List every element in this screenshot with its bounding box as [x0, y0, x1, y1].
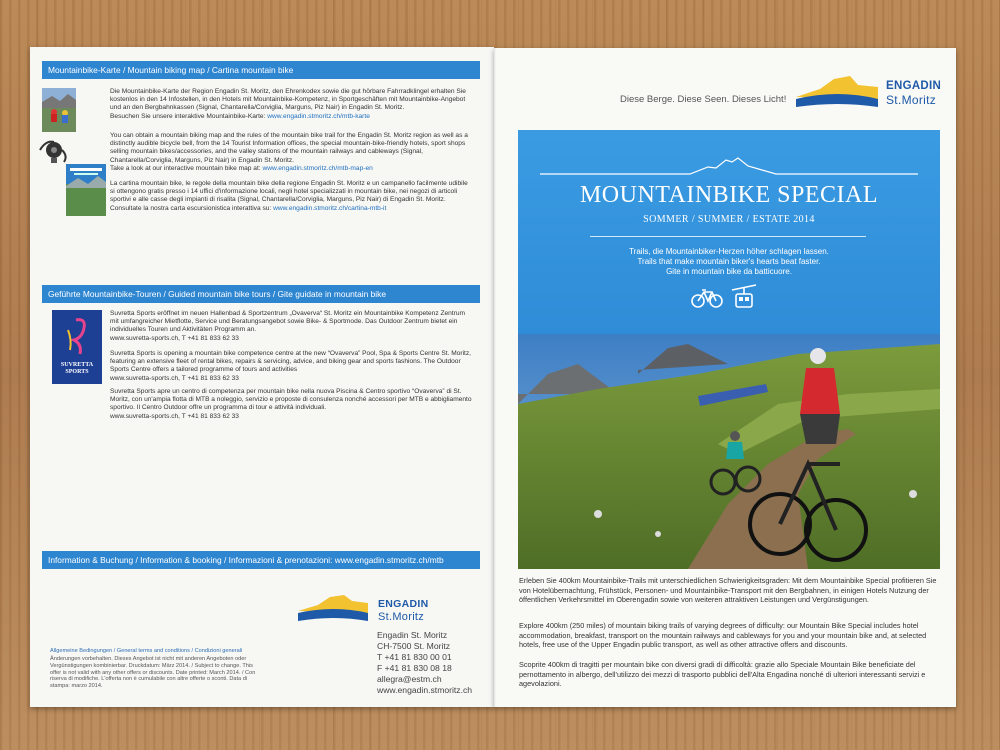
bike-bell-icon — [38, 136, 70, 166]
map-text-en: You can obtain a mountain biking map and the rules of the mountain bike trail for the Engadin St. Moritz region as well as a distinctly audible bicycle bell, from the 14 Tourist Information offices, the special mountain-bike-friendly hotels, sport shops selling mountain bikes/accessories, and the valley stations of the mountain railways and cableways (Signal, Chantarella/Corviglia, Marguns, Piz Nair) in Engadin St. Moritz. Take a look at our interactive mountain bike map at: www.engadin.stmoritz.ch/mtb-map-en — [110, 132, 468, 172]
fold-line — [494, 48, 496, 707]
terms-text: Änderungen vorbehalten. Dieses Angebot ist nicht mit anderen Angeboten oder Vergünstigungen kombinierbar. Druckdatum: März 2014. / Subject to change. This offer is not valid with any other offers or discounts. Date printed: March 2014. / Con riserva di modifiche. L'offerta non è cumulabile con altre offerte o sconti. Data di stampa: marzo 2014. — [50, 656, 256, 690]
tours-de-contact: www.suvretta-sports.ch, T +41 81 833 62 33 — [110, 334, 239, 342]
brand-engadin: ENGADIN — [378, 598, 429, 610]
body-text-de: Erleben Sie 400km Mountainbike-Trails mit unterschiedlichen Schwierigkeitsgraden: Mit dem Mountainbike Special profitieren Sie von Hotelübernachtung, Frühstück, Personen- und Mountainbike-Transport mit den Bergbahnen, in einigen Hotels Nutzung der öffentlichen Verkehrsmittel im Oberengadin sowie von weiteren attraktiven Leistungen und Vergünstigungen. — [519, 576, 937, 605]
contact-name: Engadin St. Moritz — [377, 630, 448, 640]
map-de-link[interactable]: www.engadin.stmoritz.ch/mtb-karte — [267, 112, 370, 120]
cover-photo-mountain-bikers — [518, 334, 940, 569]
suvretta-sports-logo — [52, 310, 102, 384]
contact-website[interactable]: www.engadin.stmoritz.ch — [377, 685, 473, 695]
map-cover-image — [66, 164, 106, 216]
section-tours-title: Geführte Mountainbike-Touren / Guided mountain bike tours / Gite guidate in mountain bike — [42, 285, 480, 303]
cable-car-icon — [731, 284, 757, 310]
tours-text-de: Suvretta Sports eröffnet im neuen Hallenbad & Sportzentrum „Ovaverva“ St. Moritz ein Mountainbike Kompetenz Zentrum mit umfangreicher Mietflotte, Service und Beratungsangebot sowie Bike- & Sportmode. Das Outdoor Zentrum bietet ein individuelles Touren und Aktivitäten Programm an. www.suvretta-sports.ch, T +41 81 833 62 33 — [110, 310, 466, 342]
tours-text-it: Suvretta Sports apre un centro di competenza per mountain bike nella nuova Piscina & Centro sportivo “Ovaverva” di St. Moritz, con un'ampia flotta di MTB a noleggio, servizio e proposte di consulenza nonché accessori per MTB e abbigliamento sportivo. Il Centro Outdoor offre un programma di tour e attività individuali. www.suvretta-sports.ch, T +41 81 833 62 33 — [110, 388, 472, 420]
contact-email[interactable]: allegra@estm.ch — [377, 674, 442, 684]
brand-engadin-cover: ENGADIN — [886, 80, 942, 92]
bicycle-icon — [690, 287, 724, 309]
suvretta-logo-text: SUVRETTA SPORTS — [60, 362, 94, 375]
section-booking-title[interactable]: Information & Buchung / Information & booking / Informazioni & prenotazioni: www.engadin.stmoritz.ch/mtb — [42, 551, 480, 569]
map-it-link[interactable]: www.engadin.stmoritz.ch/cartina-mtb-it — [273, 204, 387, 212]
tagline-it: Gite in mountain bike da batticuore. — [666, 267, 792, 276]
map-text-it: La cartina mountain bike, le regole della mountain bike della regione Engadin St. Moritz e un campanello facilmente udibile si ottengono gratis presso i 14 uffici d'informazione locali, negli hotel specializzati in mountain bike, nei negozi di articoli sportivi e alle casse degli impianti di risalita (Signal, Chantarella/Corviglia, Marguns, Piz Nair) di Engadin St. Moritz. Consultate la nostra carta escursionistica interattiva su: www.engadin.stmoritz.ch/cartina-mtb-it — [110, 180, 468, 212]
bikers-photo — [42, 88, 76, 132]
map-text-de: Die Mountainbike-Karte der Region Engadin St. Moritz, den Ehrenkodex sowie die gut hörbare Fahrradklingel erhalten Sie kostenlos in den 14 Infostellen, in den Hotels mit Mountainbike-Kompetenz, in Sportgeschäften mit Mountainbike-Angebot und an den Bergbahnkassen (Signal, Chantarella/Corviglia, Marguns, Piz Nair) in Engadin St. Moritz. Besuchen Sie unsere interaktive Mountainbike-Karte: www.engadin.stmoritz.ch/mtb-karte — [110, 88, 466, 120]
tagline-de: Trails, die Mountainbiker-Herzen höher schlagen lassen. — [629, 247, 829, 256]
engadin-logo-icon — [294, 591, 374, 625]
contact-phone: T +41 81 830 00 01 — [377, 652, 452, 662]
body-text-it: Scoprite 400km di tragitti per mountain bike con diversi gradi di difficoltà: grazie allo Speciale Mountain Bike beneficiate del pernottamento in albergo, dell'utilizzo dei mezzi di trasporto pubblici dell'Alta Engadina nonché di ulteriori interessanti servizi e agevolazioni. — [519, 660, 926, 689]
cover-divider — [590, 236, 866, 237]
section-map-title: Mountainbike-Karte / Mountain biking map / Cartina mountain bike — [42, 61, 480, 79]
tours-text-en: Suvretta Sports is opening a mountain bike competence centre at the new “Ovaverva” Pool, Spa & Sports Centre St. Moritz, featuring an extensive fleet of rental bikes, repairs & servicing, advice, and biking gear and sports fashions. The Outdoor Sports Centre offers a tailored programme of tours and activities www.suvretta-sports.ch, T +41 81 833 62 33 — [110, 350, 472, 382]
contact-fax: F +41 81 830 08 18 — [377, 663, 452, 673]
engadin-logo-icon — [792, 73, 882, 113]
brand-stmoritz-cover: St.Moritz — [886, 93, 937, 107]
cover-title: MOUNTAINBIKE SPECIAL — [579, 182, 879, 208]
brand-stmoritz: St.Moritz — [378, 611, 425, 623]
terms-title: Allgemeine Bedingungen / General terms and conditions / Condizioni generali — [50, 648, 243, 654]
slogan: Diese Berge. Diese Seen. Dieses Licht! — [620, 94, 787, 105]
mountain-skyline-icon — [540, 152, 918, 178]
tours-it-contact: www.suvretta-sports.ch, T +41 81 833 62 33 — [110, 412, 239, 420]
tagline-en: Trails that make mountain biker's hearts beat faster. — [637, 257, 821, 266]
tours-en-contact: www.suvretta-sports.ch, T +41 81 833 62 33 — [110, 374, 239, 382]
cover-subtitle: SOMMER / SUMMER / ESTATE 2014 — [643, 214, 815, 225]
contact-block — [377, 630, 487, 696]
body-text-en: Explore 400km (250 miles) of mountain biking trails of varying degrees of difficulty: our Mountain Bike Special includes hotel accommodation, breakfast, transport on the mountain railways and cableways for you and your mountain bike and, at selected hotels, free use of the Upper Engadin public transport, as well as other attractive offers and discounts. — [519, 621, 927, 650]
contact-address: CH-7500 St. Moritz — [377, 641, 451, 651]
map-en-link[interactable]: www.engadin.stmoritz.ch/mtb-map-en — [262, 164, 373, 172]
